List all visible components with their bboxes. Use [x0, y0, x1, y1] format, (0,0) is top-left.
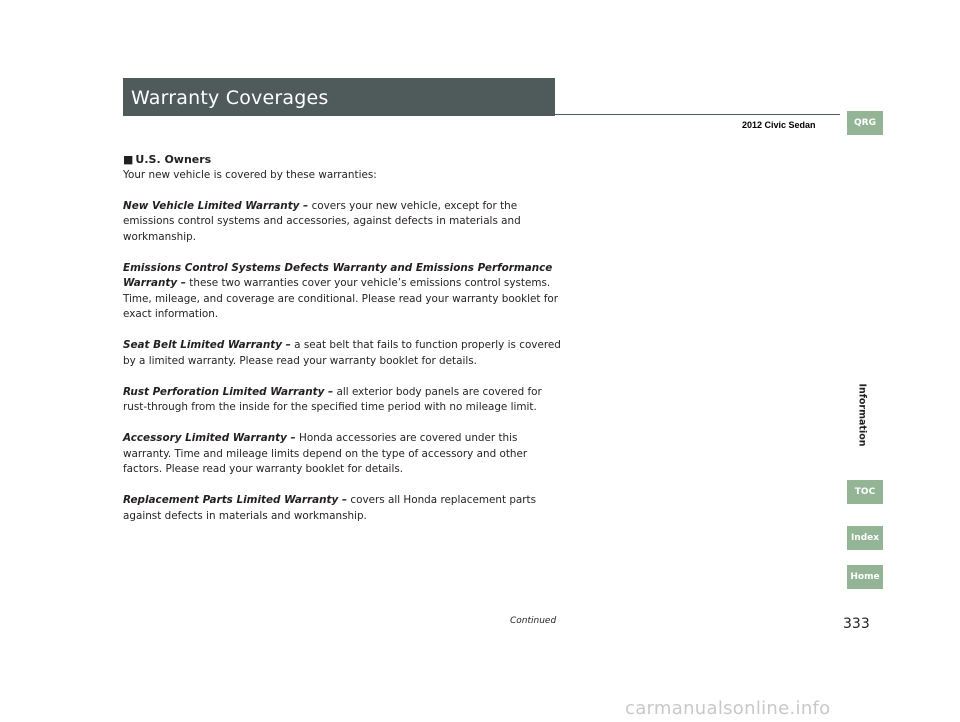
warranty-desc: these two warranties cover your vehicle’s emissions control systems. Time, mileage, and coverage are conditional. Please read your warranty booklet for exact information.	[123, 277, 559, 320]
warranty-term: Emissions Control Systems Defects Warranty and Emissions Performance Warranty –	[123, 261, 553, 289]
section-heading	[123, 152, 563, 168]
continued-label: Continued	[510, 616, 557, 626]
warranty-desc: Honda accessories are covered under this warranty. Time and mileage limits depend on the type of accessory and other factors. Please read your warranty booklet for details.	[123, 432, 528, 475]
header-rule	[555, 114, 840, 115]
warranty-desc: all exterior body panels are covered for rust-through from the inside for the specified time period with no mileage limit.	[123, 385, 542, 413]
index-button[interactable]: Index	[847, 526, 883, 550]
content-body	[123, 152, 563, 540]
warranty-desc: covers all Honda replacement parts against defects in materials and workmanship.	[123, 494, 537, 522]
square-bullet-icon: ■	[123, 153, 134, 166]
warranty-item	[123, 493, 563, 524]
section-heading-block	[123, 152, 563, 183]
page-number: 333	[843, 616, 870, 632]
warranty-term: Accessory Limited Warranty –	[123, 432, 296, 444]
intro-text: Your new vehicle is covered by these warranties:	[123, 168, 377, 181]
warranty-item	[123, 385, 563, 416]
warranty-term: Seat Belt Limited Warranty –	[123, 339, 291, 351]
warranty-term: Rust Perforation Limited Warranty –	[123, 385, 334, 398]
warranty-term: New Vehicle Limited Warranty –	[123, 199, 309, 212]
toc-button[interactable]: TOC	[847, 480, 883, 504]
warranty-item	[123, 261, 563, 323]
section-side-label: Information	[856, 383, 868, 447]
warranty-item	[123, 199, 563, 246]
section-heading-text: U.S. Owners	[135, 153, 212, 166]
warranty-desc: a seat belt that fails to function properly is covered by a limited warranty. Please read your warranty booklet for details.	[123, 339, 561, 367]
qrg-button[interactable]: QRG	[847, 111, 883, 135]
watermark: carmanualsonline.info	[625, 698, 831, 719]
warranty-term: Replacement Parts Limited Warranty –	[123, 494, 348, 506]
page-title: Warranty Coverages	[131, 87, 329, 109]
warranty-item	[123, 338, 563, 369]
warranty-item	[123, 431, 563, 478]
model-name: 2012 Civic Sedan	[742, 120, 816, 130]
home-button[interactable]: Home	[847, 565, 883, 589]
warranty-desc: covers your new vehicle, except for the emissions control systems and accessories, against defects in materials and workmanship.	[123, 199, 521, 243]
